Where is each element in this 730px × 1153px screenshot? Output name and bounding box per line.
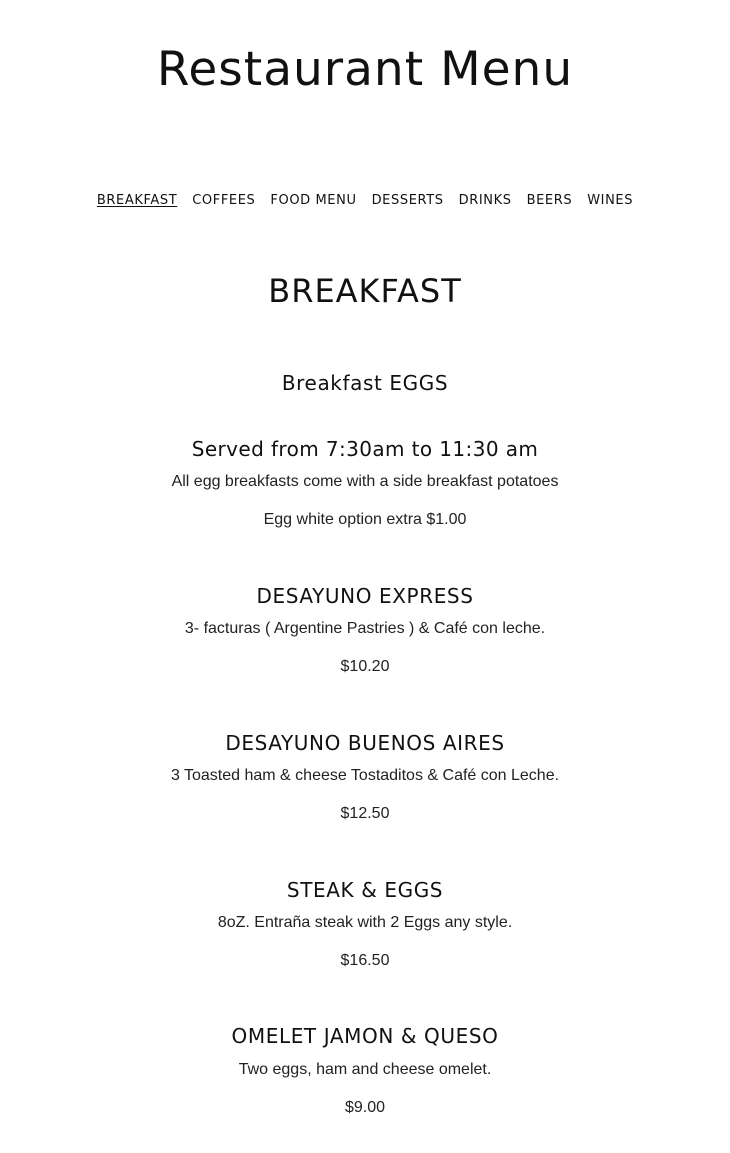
menu-item-price: $12.50 <box>340 805 390 822</box>
tab-food-menu[interactable]: FOOD MENU <box>270 193 357 208</box>
menu-item-name: DESAYUNO EXPRESS <box>256 584 474 608</box>
tab-desserts[interactable]: DESSERTS <box>371 193 444 208</box>
tab-drinks[interactable]: DRINKS <box>458 193 512 208</box>
section-title: BREAKFAST <box>268 272 462 310</box>
menu-tabs <box>0 192 730 210</box>
side-note: All egg breakfasts come with a side breakfast potatoes <box>171 473 559 490</box>
menu-item-description: 3- facturas ( Argentine Pastries ) & Café con leche. <box>184 620 546 637</box>
page-title: Restaurant Menu <box>156 42 574 97</box>
menu-item-price: $16.50 <box>340 952 390 969</box>
menu-item-price: $9.00 <box>344 1099 386 1116</box>
menu-item-name: DESAYUNO BUENOS AIRES <box>225 731 505 755</box>
tab-coffees[interactable]: COFFEES <box>192 193 256 208</box>
section-subheading: Breakfast EGGS <box>281 371 449 395</box>
menu-item-name: STEAK & EGGS <box>286 878 444 902</box>
serving-hours: Served from 7:30am to 11:30 am <box>191 437 539 461</box>
menu-item-description: 8oZ. Entraña steak with 2 Eggs any style. <box>217 914 513 931</box>
tab-wines[interactable]: WINES <box>587 193 634 208</box>
tab-beers[interactable]: BEERS <box>526 193 573 208</box>
menu-item-price: $10.20 <box>340 658 390 675</box>
tab-breakfast[interactable]: BREAKFAST <box>96 193 178 208</box>
egg-white-note: Egg white option extra $1.00 <box>263 511 467 528</box>
menu-item-description: Two eggs, ham and cheese omelet. <box>238 1061 492 1078</box>
menu-item-description: 3 Toasted ham & cheese Tostaditos & Café con Leche. <box>170 767 560 784</box>
menu-item-name: OMELET JAMON & QUESO <box>231 1024 499 1048</box>
